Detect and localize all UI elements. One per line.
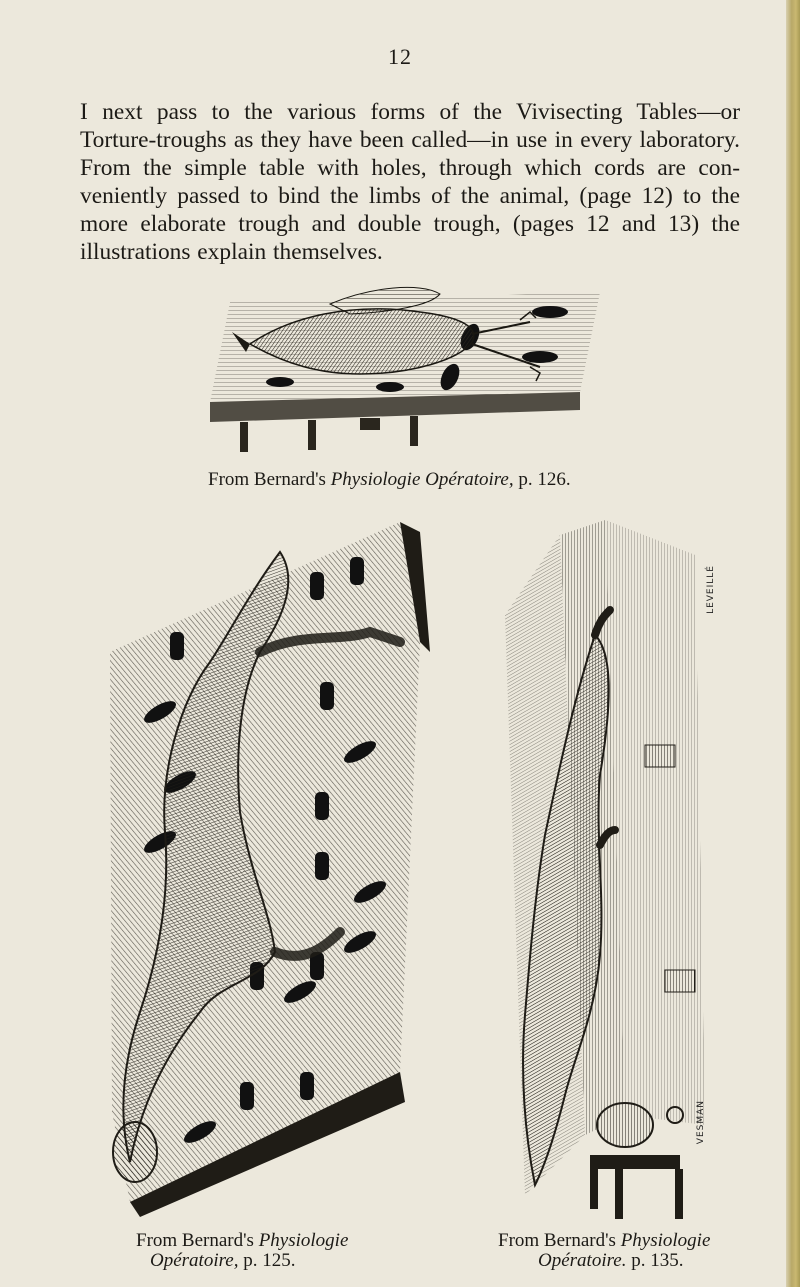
caption-right-line2: [498, 1251, 758, 1271]
caption-left-line2: [136, 1251, 386, 1271]
caption-left-figure: [136, 1231, 386, 1271]
caption-right-title2: Opératoire.: [538, 1250, 627, 1271]
caption-right-suffix: p. 135.: [626, 1250, 684, 1271]
caption-top-figure: [208, 470, 628, 490]
caption-left-prefix: From Bernard's: [136, 1230, 259, 1251]
caption-left-title1: Physiologie: [258, 1230, 349, 1251]
caption-right-figure: [498, 1231, 758, 1271]
caption-right-title1: Physiologie: [620, 1230, 711, 1251]
caption-left-line1: [136, 1231, 386, 1251]
caption-top-title: Physiologie Opératoire,: [330, 469, 514, 490]
marginal-inscription-top: LEVEILLÉ: [706, 565, 716, 614]
marginal-inscription-bottom: VESMAN: [696, 1100, 706, 1145]
page-edge: [786, 0, 800, 1287]
figure-bird-table: [210, 282, 610, 462]
body-paragraph: I next pass to the various forms of the Vivisecting Tables—or Torture-troughs as they have been called—in use in every laboratory. From the simple table with holes, through which cords are conveniently passed to bind the limbs of the animal, (page 12) to the more elaborate trough and double trough, (pages 12 and 13) the illustrations explain themselves.: [80, 99, 740, 265]
caption-top-suffix: p. 126.: [513, 469, 571, 490]
page-number: 12: [388, 44, 412, 69]
figure-trough: [505, 515, 725, 1225]
figure-rabbit-table: [100, 512, 430, 1222]
caption-left-suffix: p. 125.: [238, 1250, 296, 1271]
caption-top-prefix: From Bernard's: [208, 469, 331, 490]
caption-left-title2: Opératoire,: [150, 1250, 239, 1271]
caption-right-line1: [498, 1231, 758, 1251]
caption-right-prefix: From Bernard's: [498, 1230, 621, 1251]
